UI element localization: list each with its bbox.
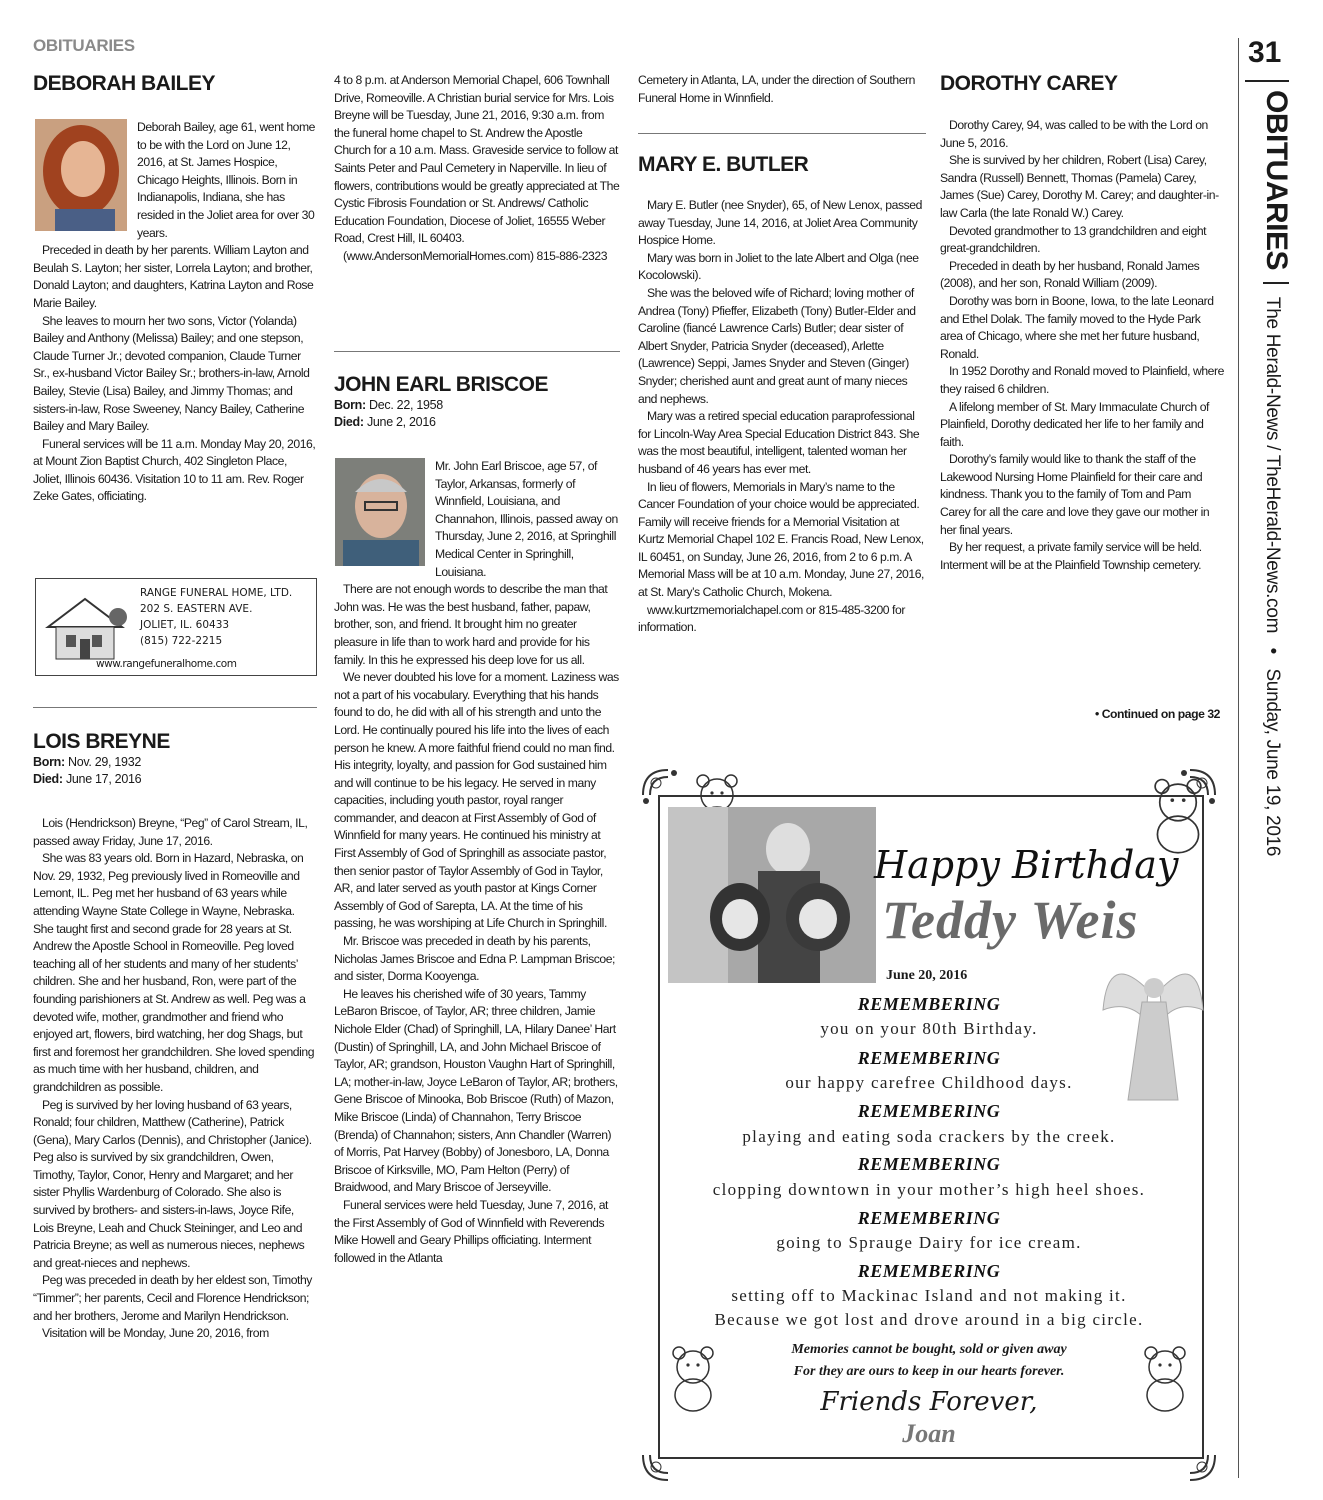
briscoe-p1: Mr. John Earl Briscoe, age 57, of Taylor, Arkansas, formerly of Winnfield, Louisiana, and Channahon, Illinois, passed away on Thursday, June 2, 2016, at Springhill Medical Center in Springhill, Louisiana. <box>435 459 618 579</box>
carey-p5: Dorothy was born in Boone, Iowa, to the late Leonard and Ethel Dolak. The family moved to the Hyde Park area of Chicago, where she met her future husband, Ronald. <box>940 293 1214 361</box>
briscoe-p5: He leaves his cherished wife of 30 years, Tammy LeBaron Briscoe, of Taylor, AR; three children, Jamie Nichole Elder (Chad) of Springhill, LA, Hilary Danee’ Hart (Dustin) of Springhill, LA, and John Michael Briscoe of Taylor, AR; grandson, Houston Vaughn Hart of Springhill, LA; mother-in-law, Joyce LeBaron of Taylor, AR; brothers, Gene Briscoe of Minooka, Bob Briscoe (Ruth) of Mazon, Mike Briscoe (Linda) of Channahon, Terry Briscoe (Brenda) of Channahon; sisters, Ann Chandler (Warren) of Morris, Pat Harvey (Bobby) of Jonesboro, LA, Donna Briscoe of Kirksville, MO, Pam Helton (Perry) of Braidwood, and Mary Briscoe of Jerseyville. <box>334 986 618 1195</box>
children-photo-icon <box>668 807 876 983</box>
bailey-portrait-icon <box>35 119 127 231</box>
remembering-heading: REMEMBERING <box>857 1261 1001 1281</box>
bailey-p4: Funeral services will be 11 a.m. Monday May 20, 2016, at Mount Zion Baptist Church, 402 Singleton Place, Joliet, Illinois 60436. Visitation 10 to 11 am. Rev. Roger Zeke Gates, officiating. <box>33 436 316 504</box>
bailey-p1: Deborah Bailey, age 61, went home to be with the Lord on June 12, 2016, at St. James Hospice, Chicago Heights, Illinois. Born in Indianapolis, Indiana, she has resided in the Joliet area for over 30 years. <box>137 120 316 240</box>
vertical-bullet: • <box>1262 647 1283 654</box>
breyne-born-label: Born: <box>33 755 65 769</box>
bailey-name: DEBORAH BAILEY <box>33 72 216 95</box>
right-divider <box>1238 38 1239 1478</box>
butler-p1: Mary E. Butler (nee Snyder), 65, of New Lenox, passed away Tuesday, June 14, 2016, at Joliet Area Community Hospice Home. <box>638 198 922 248</box>
briscoe-p7: Cemetery in Atlanta, LA, under the direction of Southern Funeral Home in Winnfield. <box>638 73 915 105</box>
divider <box>638 133 926 134</box>
remembering-line: you on your 80th Birthday. <box>820 1019 1038 1038</box>
breyne-p7[interactable]: (www.AndersonMemorialHomes.com) 815-886-2323 <box>343 248 608 263</box>
carey-p6: In 1952 Dorothy and Ronald moved to Plainfield, where they raised 6 children. <box>940 364 1224 396</box>
briscoe-died: June 2, 2016 <box>363 415 436 429</box>
briscoe-p6: Funeral services were held Tuesday, June 7, 2016, at the First Assembly of God of Winnfield with Reverends Mike Howell and Geary Phillips officiating. Interment followed in the Atlanta <box>334 1197 608 1265</box>
briscoe-photo <box>335 458 425 566</box>
divider <box>33 707 317 708</box>
birthday-ad <box>636 765 1222 1485</box>
briscoe-p2: There are not enough words to describe the man that John was. He was the best husband, father, papaw, brother, son, and friend. It brought him no greater pleasure in life than to work hard and provide for his family. In this he expressed his deep love for us all. <box>334 582 608 667</box>
page-number: 31 <box>1248 36 1282 69</box>
remembering-line: going to Sprauge Dairy for ice cream. <box>776 1233 1082 1252</box>
carey-name: DOROTHY CAREY <box>940 72 1118 95</box>
breyne-name: LOIS BREYNE <box>33 730 170 753</box>
butler-p5: In lieu of flowers, Memorials in Mary’s name to the Cancer Foundation of your choice would be appreciated. Family will receive friends for a Memorial Visitation at Kurtz Memorial Chapel 102 E. Francis Road, New Lenox, IL 60451, on Sunday, June 26, 2016, from 2 to 6 p.m. A Memorial Mass will be at 10 a.m. Monday, June 27, 2016, at St. Mary’s Catholic Church, Mokena. <box>638 479 924 600</box>
remembering-heading: REMEMBERING <box>857 1101 1001 1121</box>
section-label: OBITUARIES <box>33 36 135 55</box>
bailey-photo <box>35 119 127 231</box>
remembering-line: setting off to Mackinac Island and not making it. <box>731 1286 1127 1305</box>
bailey-p2: Preceded in death by her parents. William Layton and Beulah S. Layton; her sister, Lorrela Layton; and brother, Donald Layton; and daughters, Katrina Layton and Rose Marie Bailey. <box>33 243 314 310</box>
breyne-p1: Lois (Hendrickson) Breyne, “Peg” of Carol Stream, IL, passed away Friday, June 17, 2016. <box>33 816 308 848</box>
funeral-home-phone: (815) 722-2215 <box>140 635 223 647</box>
remembering-heading: REMEMBERING <box>857 1208 1001 1228</box>
butler-p2: Mary was born in Joliet to the late Albert and Olga (nee Kocolowski). <box>638 250 919 283</box>
funeral-home-web[interactable]: www.rangefuneralhome.com <box>96 658 237 670</box>
breyne-p5: Visitation will be Monday, June 20, 2016, from <box>42 1326 269 1341</box>
butler-name: MARY E. BUTLER <box>638 153 809 176</box>
divider <box>334 351 620 352</box>
breyne-p6: 4 to 8 p.m. at Anderson Memorial Chapel, 606 Townhall Drive, Romeoville. A Christian burial service for Mrs. Lois Breyne will be Tuesday, June 21, 2016, 9:30 a.m. from the funeral home chapel to St. Andrew the Apostle Church for a 10 a.m. Mass. Graveside service to follow at Saints Peter and Paul Cemetery in Naperville. In lieu of flowers, contributions would be greatly appreciated at The Cystic Fibrosis Foundation or St. Andrews/ Catholic Education Foundation, Diocese of Joliet, 16555 Weber Road, Crest Hill, IL 60403. <box>334 73 620 246</box>
funeral-home-name: RANGE FUNERAL HOME, LTD. <box>140 587 293 599</box>
remembering-heading: REMEMBERING <box>857 1048 1001 1068</box>
page-number-rule <box>1245 80 1289 82</box>
remembering-line: playing and eating soda crackers by the creek. <box>742 1127 1116 1146</box>
carey-p1: Dorothy Carey, 94, was called to be with the Lord on June 5, 2016. <box>940 118 1208 150</box>
funeral-home-city: JOLIET, IL. 60433 <box>140 619 230 631</box>
carey-p2: She is survived by her children, Robert (Lisa) Carey, Sandra (Russell) Bennett, Thomas (Pamela) Carey, James (Sue) Carey, Dorothy M. Carey; and daughter-in-law Carla (the late Ronald W.) Carey. <box>940 153 1219 220</box>
signer-name: Joan <box>902 1419 956 1448</box>
happy-birthday: Happy Birthday <box>874 843 1179 887</box>
ad-date: June 20, 2016 <box>886 968 968 983</box>
vertical-section: OBITUARIES <box>1260 90 1293 271</box>
briscoe-born: Dec. 22, 1958 <box>365 398 443 412</box>
vertical-pub: The Herald-News / TheHerald-News.com <box>1262 296 1283 634</box>
memories-line-2: For they are ours to keep in our hearts forever. <box>793 1364 1065 1379</box>
honoree-name: Teddy Weis <box>882 890 1139 950</box>
briscoe-p3: We never doubted his love for a moment. Laziness was not a part of his vocabulary. Everything that his hands found to do, he did with all of his strength and unto the Lord. He continually poured his life into the lives of each person he knew. A more faithful friend could no man find. His integrity, loyalty, and passion for God sustained him and will continue to be his legacy. He served in many capacities, including youth pastor, royal ranger commander, and deacon at First Assembly of God of Winnfield for many years. He continued his ministry at First Assembly of God of Springhill as associate pastor, then senior pastor of Taylor Assembly of God in Taylor, AR, and later served as youth pastor at Kings Corner Assembly of God of Sarepta, LA. At the time of his passing, he was worshiping at Life Church in Springhill. <box>334 670 619 931</box>
remembering-line: clopping downtown in your mother’s high heel shoes. <box>712 1180 1146 1199</box>
continued-link[interactable]: • Continued on page 32 <box>1094 707 1220 721</box>
breyne-p4: Peg was preceded in death by her eldest son, Timothy “Timmer”; her parents, Cecil and Florence Hendrickson; and her brothers, Jerome and Marilyn Hendrickson. <box>33 1273 312 1323</box>
briscoe-portrait-icon <box>335 458 425 566</box>
remembering-heading: REMEMBERING <box>857 1154 1001 1174</box>
range-funeral-home-ad <box>35 578 317 676</box>
remembering-heading: REMEMBERING <box>857 994 1001 1014</box>
breyne-p3: Peg is survived by her loving husband of 63 years, Ronald; four children, Matthew (Catherine), Patrick (Gena), Mary Carlos (Dennis), and Christopher (Janice). Peg also is survived by six grandchildren, Owen, Timothy, Taylor, Conor, Henry and Margaret; and her sister Phyllis Wardenburg of Colorado. She also is survived by brothers- and sisters-in-laws, Joyce Rife, Lois Breyne, Leah and Chuck Steininger, and Leo and Patricia Breyne; as well as numerous nieces, nephews and great-nieces and nephews. <box>33 1097 312 1270</box>
childhood-photo <box>668 807 876 983</box>
briscoe-name: JOHN EARL BRISCOE <box>334 373 548 396</box>
breyne-died: June 17, 2016 <box>62 772 142 786</box>
carey-p9: By her request, a private family service will be held. Interment will be at the Plainfield Township cemetery. <box>940 540 1202 572</box>
remembering-line: our happy carefree Childhood days. <box>785 1073 1073 1092</box>
butler-p3: She was the beloved wife of Richard; loving mother of Andrea (Tony) Pfieffer, Elizabeth (Tony) Butler-Elder and Caroline (fiancé Lawrence Carls) Butler; dear sister of Albert Snyder, Patricia Snyder (deceased), Arlette (Lawrence) Seppi, James Snyder and Steven (Ginger) Snyder; cherished aunt and great aunt of many nieces and nephews. <box>638 285 916 406</box>
carey-p4: Preceded in death by her husband, Ronald James (2008), and her son, Ronald William (2009). <box>940 258 1200 291</box>
vertical-date: Sunday, June 19, 2016 <box>1262 668 1283 857</box>
vertical-masthead <box>1259 90 1293 856</box>
briscoe-died-label: Died: <box>334 415 364 429</box>
funeral-home-building-icon <box>40 587 130 667</box>
memories-line-1: Memories cannot be bought, sold or given away <box>791 1342 1067 1357</box>
butler-p6[interactable]: www.kurtzmemorialchapel.com or 815-485-3200 for information. <box>638 602 905 635</box>
butler-p4: Mary was a retired special education paraprofessional for Lincoln-Way Area Special Education District 843. She was the most beautiful, intelligent, talented woman her husband of 46 years has ever met. <box>638 409 920 476</box>
briscoe-p4: Mr. Briscoe was preceded in death by his parents, Nicholas James Briscoe and Edna P. Lampman Briscoe; and sister, Dorma Kooyenga. <box>334 934 615 984</box>
carey-p7: A lifelong member of St. Mary Immaculate Church of Plainfield, Dorothy dedicated her life to her family and faith. <box>940 399 1209 449</box>
carey-p3: Devoted grandmother to 13 grandchildren and eight great-grandchildren. <box>940 223 1207 256</box>
signature-line: Friends Forever, <box>820 1387 1038 1417</box>
remembering-line: Because we got lost and drove around in a big circle. <box>714 1310 1144 1329</box>
funeral-home-address: 202 S. EASTERN AVE. <box>140 603 253 615</box>
breyne-died-label: Died: <box>33 772 63 786</box>
masthead-separator <box>1263 282 1289 284</box>
bailey-p3: She leaves to mourn her two sons, Victor (Yolanda) Bailey and Anthony (Melissa) Bailey; and one stepson, Claude Turner Jr.; devoted companion, Claude Turner Sr., ex-husband Victor Bailey Sr.; brothers-in-law, Arnold Bailey, Stevie (Lisa) Bailey, and Jimmy Thomas; and sisters-in-law, Rose Sweeney, Nancy Bailey, Catherine Bailey and Mary Bailey. <box>33 313 310 434</box>
breyne-born: Nov. 29, 1932 <box>64 755 142 769</box>
carey-p8: Dorothy’s family would like to thank the staff of the Lakewood Nursing Home Plainfield for their care and kindness. Thank you to the family of Tom and Pam Carey for all the care and love they gave our mother in her final years. <box>940 452 1210 537</box>
breyne-p2: She was 83 years old. Born in Hazard, Nebraska, on Nov. 29, 1932, Peg previously lived in Romeoville and Lemont, IL. Peg met her husband of 63 years while attending Wayne State College in Wayne, Nebraska. She taught first and second grade for 28 years at St. Andrew the Apostle School in Romeoville. Peg loved teaching all of her students and many of her students’ children. She and her husband, Ron, were part of the founding parishioners at St. Andrew as well. Peg was a devoted wife, mother, grandmother and friend who enjoyed art, flowers, bird watching, her dog Shags, but first and foremost her grandchildren. She loved spending as much time with her husband, children, and grandchildren as possible. <box>33 851 315 1094</box>
briscoe-born-label: Born: <box>334 398 366 412</box>
